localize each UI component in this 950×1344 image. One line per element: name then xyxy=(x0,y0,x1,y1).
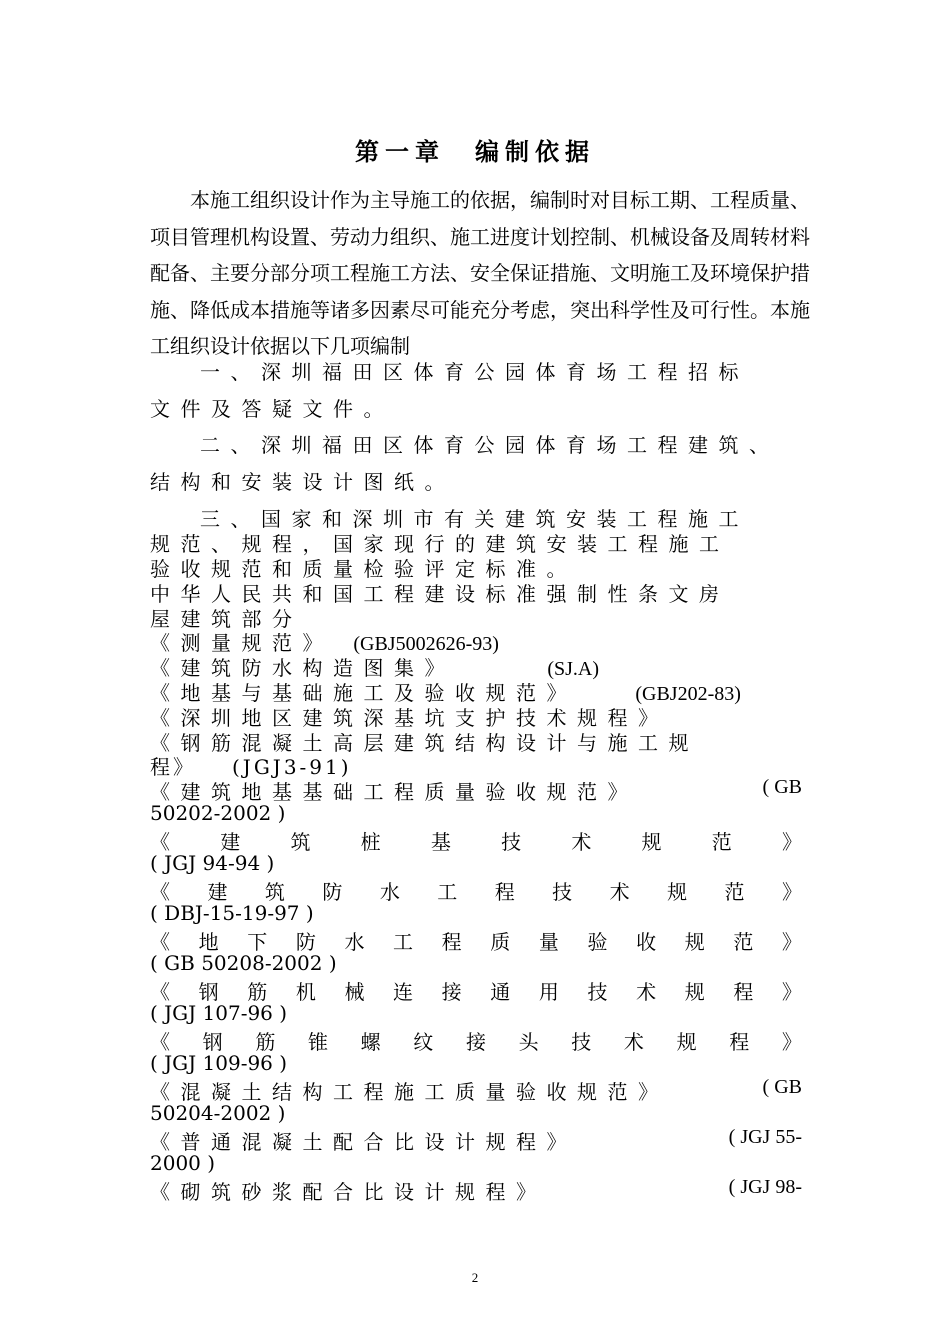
standard-5-line-2: 程》 (JGJ3-91) xyxy=(150,755,352,779)
standard-9-char: 收 xyxy=(636,930,657,954)
standard-8-code: ( DBJ-15-19-97 ) xyxy=(150,901,314,925)
standard-8-char: 范 xyxy=(724,880,745,904)
standard-6-code-2: 50202-2002 ) xyxy=(150,801,286,825)
standard-9-char: 地 xyxy=(198,930,219,954)
standard-12-name: 《混凝土结构工程施工质量验收规范》 xyxy=(150,1080,669,1104)
standard-11-char: 接 xyxy=(465,1030,486,1054)
standard-14 xyxy=(150,1176,802,1205)
standard-8-char: 程 xyxy=(494,880,515,904)
item-1-line-2: 文件及答疑文件。 xyxy=(150,397,394,421)
standard-11-char: 锥 xyxy=(307,1030,328,1054)
standard-12-code-1: ( GB xyxy=(762,1076,802,1098)
standard-11-char: 纹 xyxy=(413,1030,434,1054)
standard-8-char: 水 xyxy=(379,880,400,904)
standard-9-char: 规 xyxy=(684,930,705,954)
standard-11-char: 筋 xyxy=(255,1030,276,1054)
standard-10-char: 规 xyxy=(684,980,705,1004)
standard-11-char: 头 xyxy=(518,1030,539,1054)
standard-8-char: 工 xyxy=(437,880,458,904)
standard-7-code: ( JGJ 94-94 ) xyxy=(150,851,275,875)
standard-10-char: 通 xyxy=(490,980,511,1004)
standard-11-code: ( JGJ 109-96 ) xyxy=(150,1051,288,1075)
standard-8-char: 筑 xyxy=(264,880,285,904)
page-number: 2 xyxy=(471,1270,479,1285)
standard-11-char: 规 xyxy=(676,1030,697,1054)
standard-10-char: 接 xyxy=(441,980,462,1004)
standard-9-char: 》 xyxy=(781,930,802,954)
standard-10-char: 技 xyxy=(587,980,608,1004)
standard-11-char: 《 xyxy=(150,1030,170,1054)
standard-10-char: 术 xyxy=(636,980,657,1004)
standard-8-char: 防 xyxy=(322,880,343,904)
intro-paragraph: 本施工组织设计作为主导施工的依据，编制时对目标工期、工程质量、项目管理机构设置、劳动力组织、施工进度计划控制、机械设备及周转材料配备、主要分部分项工程施工方法、安全保证措施、文明施工及环境保护措施、降低成本措施等诸多因素尽可能充分考虑，突出科学性及可行性。本施工组织设计依据以下几项编制 xyxy=(150,188,810,358)
standard-9-char: 防 xyxy=(295,930,316,954)
standard-8-char: 《 xyxy=(150,880,170,904)
item-3-line-1: 三、国家和深圳市有关建筑安装工程施工 xyxy=(200,507,749,531)
standard-11-char: 螺 xyxy=(360,1030,381,1054)
standard-10-code: ( JGJ 107-96 ) xyxy=(150,1001,288,1025)
item-3-line-5: 屋建筑部分 xyxy=(150,607,303,631)
standard-10-char: 钢 xyxy=(198,980,219,1004)
standard-7-char: 建 xyxy=(220,830,241,854)
standard-6-code-1: ( GB xyxy=(762,776,802,798)
chapter-title: 第一章 编制依据 xyxy=(355,137,595,166)
standard-11-char: 》 xyxy=(781,1030,802,1054)
standard-9-char: 《 xyxy=(150,930,170,954)
standard-14-code-1: ( JGJ 98- xyxy=(728,1176,802,1198)
standard-2-name: 《建筑防水构造图集》 xyxy=(150,656,455,680)
standard-8-char: 技 xyxy=(552,880,573,904)
standard-4: 《深圳地区建筑深基坑支护技术规程》 xyxy=(150,706,669,730)
standard-10-char: 连 xyxy=(393,980,414,1004)
standard-9-char: 程 xyxy=(441,930,462,954)
standard-7-char: 基 xyxy=(430,830,451,854)
standard-9-char: 验 xyxy=(587,930,608,954)
standard-11-char: 技 xyxy=(571,1030,592,1054)
standard-10-char: 《 xyxy=(150,980,170,1004)
item-1-line-1: 一、深圳福田区体育公园体育场工程招标 xyxy=(200,360,749,384)
standard-7-char: 范 xyxy=(711,830,732,854)
item-3-line-4: 中华人民共和国工程建设标准强制性条文房 xyxy=(150,582,730,606)
standard-10-char: 械 xyxy=(344,980,365,1004)
standard-13-code-1: ( JGJ 55- xyxy=(728,1126,802,1148)
standard-9-char: 水 xyxy=(344,930,365,954)
standard-10-char: 机 xyxy=(295,980,316,1004)
standard-7-char: 》 xyxy=(781,830,802,854)
standard-7-char: 规 xyxy=(641,830,662,854)
standard-2-code: (SJ.A) xyxy=(547,658,600,680)
standard-11-char: 程 xyxy=(729,1030,750,1054)
standard-10-char: 筋 xyxy=(247,980,268,1004)
standard-8-char: 建 xyxy=(207,880,228,904)
item-2-line-2: 结构和安装设计图纸。 xyxy=(150,470,455,494)
standard-8-char: 规 xyxy=(667,880,688,904)
standard-7-char: 桩 xyxy=(360,830,381,854)
standard-9-char: 量 xyxy=(538,930,559,954)
standard-7-char: 技 xyxy=(501,830,522,854)
standard-14-name: 《砌筑砂浆配合比设计规程》 xyxy=(150,1180,547,1204)
standard-1-name: 《测量规范》 xyxy=(150,631,333,655)
standard-9-char: 下 xyxy=(247,930,268,954)
standard-9-char: 质 xyxy=(490,930,511,954)
standard-10-char: 程 xyxy=(733,980,754,1004)
standard-10-char: 》 xyxy=(781,980,802,1004)
standard-13-name: 《普通混凝土配合比设计规程》 xyxy=(150,1130,577,1154)
standard-3-code: (GBJ202-83) xyxy=(635,683,741,705)
standard-8-char: 》 xyxy=(781,880,802,904)
standard-1-code: (GBJ5002626-93) xyxy=(353,633,499,655)
standard-7-char: 筑 xyxy=(290,830,311,854)
standard-5-line-1: 《钢筋混凝土高层建筑结构设计与施工规 xyxy=(150,731,699,755)
standard-9-code: ( GB 50208-2002 ) xyxy=(150,951,337,975)
standard-12-code-2: 50204-2002 ) xyxy=(150,1101,286,1125)
standard-3-name: 《地基与基础施工及验收规范》 xyxy=(150,681,577,705)
item-3-line-3: 验收规范和质量检验评定标准。 xyxy=(150,557,577,581)
standard-8-char: 术 xyxy=(609,880,630,904)
standard-7-char: 术 xyxy=(571,830,592,854)
standard-13-code-2: 2000 ) xyxy=(150,1151,216,1175)
standard-9-char: 工 xyxy=(393,930,414,954)
standard-11-char: 钢 xyxy=(202,1030,223,1054)
standard-10-char: 用 xyxy=(538,980,559,1004)
item-2-line-1: 二、深圳福田区体育公园体育场工程建筑、 xyxy=(200,433,780,457)
standard-6-name: 《建筑地基基础工程质量验收规范》 xyxy=(150,780,638,804)
standard-9-char: 范 xyxy=(733,930,754,954)
standard-7-char: 《 xyxy=(150,830,170,854)
item-3-line-2: 规范、规程，国家现行的建筑安装工程施工 xyxy=(150,532,730,556)
standard-11-char: 术 xyxy=(623,1030,644,1054)
